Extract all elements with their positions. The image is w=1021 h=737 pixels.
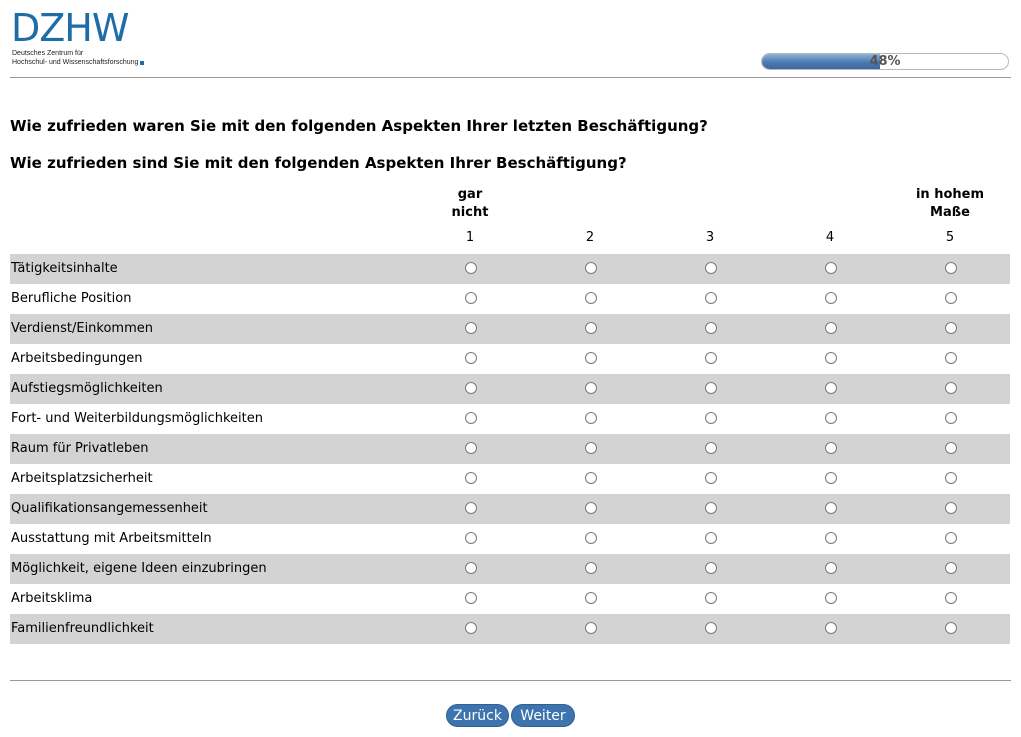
- radio-option-2[interactable]: [585, 322, 597, 334]
- radio-option-2[interactable]: [585, 472, 597, 484]
- radio-option-3[interactable]: [705, 592, 717, 604]
- logo-subtitle: [12, 49, 144, 67]
- radio-option-4[interactable]: [825, 592, 837, 604]
- radio-option-2[interactable]: [585, 352, 597, 364]
- matrix-row: [10, 314, 1010, 344]
- radio-option-1[interactable]: [465, 592, 477, 604]
- question-text-2: Wie zufrieden sind Sie mit den folgenden Aspekten Ihrer Beschäftigung?: [10, 154, 627, 172]
- radio-option-1[interactable]: [465, 532, 477, 544]
- radio-option-1[interactable]: [465, 412, 477, 424]
- matrix-row: [10, 554, 1010, 584]
- radio-option-3[interactable]: [705, 532, 717, 544]
- radio-option-5[interactable]: [945, 502, 957, 514]
- radio-option-4[interactable]: [825, 622, 837, 634]
- logo-subtitle-line1: Deutsches Zentrum für: [12, 50, 84, 57]
- radio-option-5[interactable]: [945, 562, 957, 574]
- scale-point-4: 4: [825, 230, 835, 245]
- radio-option-1[interactable]: [465, 352, 477, 364]
- matrix-row: [10, 584, 1010, 614]
- radio-option-3[interactable]: [705, 322, 717, 334]
- progress-bar: [761, 53, 1009, 70]
- radio-option-2[interactable]: [585, 442, 597, 454]
- row-label: Verdienst/Einkommen: [11, 321, 153, 336]
- scale-point-5: 5: [945, 230, 955, 245]
- radio-option-5[interactable]: [945, 442, 957, 454]
- scale-low-anchor: [420, 186, 520, 222]
- row-label: Familienfreundlichkeit: [11, 621, 154, 636]
- radio-option-5[interactable]: [945, 622, 957, 634]
- question-text-1: Wie zufrieden waren Sie mit den folgenden Aspekten Ihrer letzten Beschäftigung?: [10, 117, 708, 135]
- radio-option-2[interactable]: [585, 262, 597, 274]
- radio-option-2[interactable]: [585, 622, 597, 634]
- row-label: Fort- und Weiterbildungsmöglichkeiten: [11, 411, 263, 426]
- logo-mark: DZHW: [11, 6, 129, 50]
- radio-option-4[interactable]: [825, 352, 837, 364]
- radio-option-2[interactable]: [585, 562, 597, 574]
- row-label: Tätigkeitsinhalte: [11, 261, 118, 276]
- radio-option-4[interactable]: [825, 532, 837, 544]
- radio-option-1[interactable]: [465, 502, 477, 514]
- radio-option-4[interactable]: [825, 562, 837, 574]
- radio-option-4[interactable]: [825, 262, 837, 274]
- logo-subtitle-line2: [12, 58, 144, 67]
- matrix-row: [10, 464, 1010, 494]
- matrix-row: [10, 344, 1010, 374]
- radio-option-3[interactable]: [705, 262, 717, 274]
- radio-option-5[interactable]: [945, 592, 957, 604]
- scale-high-anchor-line2: Maße: [930, 205, 970, 220]
- logo-subtitle-line2-text: Hochschul- und Wissenschaftsforschung: [12, 59, 139, 66]
- radio-option-2[interactable]: [585, 412, 597, 424]
- radio-option-5[interactable]: [945, 352, 957, 364]
- radio-option-2[interactable]: [585, 592, 597, 604]
- matrix-row: [10, 374, 1010, 404]
- back-button[interactable]: Zurück: [446, 704, 509, 727]
- radio-option-1[interactable]: [465, 622, 477, 634]
- scale-point-1: 1: [465, 230, 475, 245]
- radio-option-5[interactable]: [945, 532, 957, 544]
- radio-option-3[interactable]: [705, 352, 717, 364]
- header: [0, 0, 1021, 78]
- radio-option-4[interactable]: [825, 442, 837, 454]
- radio-option-5[interactable]: [945, 382, 957, 394]
- scale-point-3: 3: [705, 230, 715, 245]
- radio-option-1[interactable]: [465, 562, 477, 574]
- radio-option-3[interactable]: [705, 502, 717, 514]
- matrix-row: [10, 494, 1010, 524]
- row-label: Ausstattung mit Arbeitsmitteln: [11, 531, 212, 546]
- matrix-row: [10, 404, 1010, 434]
- radio-option-4[interactable]: [825, 472, 837, 484]
- rating-matrix: [10, 254, 1010, 644]
- matrix-row: [10, 254, 1010, 284]
- radio-option-3[interactable]: [705, 622, 717, 634]
- radio-option-1[interactable]: [465, 262, 477, 274]
- scale-low-anchor-line1: gar: [457, 187, 483, 202]
- divider-top: [10, 77, 1011, 78]
- scale-point-2: 2: [585, 230, 595, 245]
- radio-option-3[interactable]: [705, 382, 717, 394]
- radio-option-1[interactable]: [465, 292, 477, 304]
- row-label: Berufliche Position: [11, 291, 132, 306]
- next-button[interactable]: Weiter: [511, 704, 575, 727]
- matrix-row: [10, 524, 1010, 554]
- navigation: [0, 704, 1021, 728]
- radio-option-1[interactable]: [465, 442, 477, 454]
- dzhw-logo: [11, 6, 151, 69]
- logo-square-icon: [140, 61, 144, 65]
- matrix-row: [10, 284, 1010, 314]
- row-label: Arbeitsplatzsicherheit: [11, 471, 153, 486]
- radio-option-5[interactable]: [945, 472, 957, 484]
- radio-option-3[interactable]: [705, 292, 717, 304]
- radio-option-4[interactable]: [825, 502, 837, 514]
- row-label: Arbeitsbedingungen: [11, 351, 143, 366]
- row-label: Qualifikationsangemessenheit: [11, 501, 208, 516]
- row-label: Raum für Privatleben: [11, 441, 149, 456]
- scale-high-anchor-line1: in hohem: [915, 187, 985, 202]
- radio-option-5[interactable]: [945, 412, 957, 424]
- radio-option-5[interactable]: [945, 322, 957, 334]
- radio-option-1[interactable]: [465, 322, 477, 334]
- radio-option-1[interactable]: [465, 382, 477, 394]
- matrix-row: [10, 434, 1010, 464]
- row-label: Aufstiegsmöglichkeiten: [11, 381, 163, 396]
- radio-option-4[interactable]: [825, 382, 837, 394]
- radio-option-4[interactable]: [825, 292, 837, 304]
- radio-option-1[interactable]: [465, 472, 477, 484]
- radio-option-2[interactable]: [585, 382, 597, 394]
- radio-option-3[interactable]: [705, 562, 717, 574]
- progress-label: 48%: [869, 54, 901, 69]
- scale-high-anchor: [900, 186, 1000, 222]
- divider-bottom: [10, 680, 1011, 681]
- radio-option-4[interactable]: [825, 322, 837, 334]
- radio-option-3[interactable]: [705, 442, 717, 454]
- row-label: Arbeitsklima: [11, 591, 93, 606]
- radio-option-2[interactable]: [585, 502, 597, 514]
- radio-option-5[interactable]: [945, 262, 957, 274]
- radio-option-4[interactable]: [825, 412, 837, 424]
- radio-option-2[interactable]: [585, 292, 597, 304]
- row-label: Möglichkeit, eigene Ideen einzubringen: [11, 561, 267, 576]
- matrix-row: [10, 614, 1010, 644]
- radio-option-3[interactable]: [705, 472, 717, 484]
- radio-option-3[interactable]: [705, 412, 717, 424]
- radio-option-2[interactable]: [585, 532, 597, 544]
- radio-option-5[interactable]: [945, 292, 957, 304]
- scale-low-anchor-line2: nicht: [451, 205, 489, 220]
